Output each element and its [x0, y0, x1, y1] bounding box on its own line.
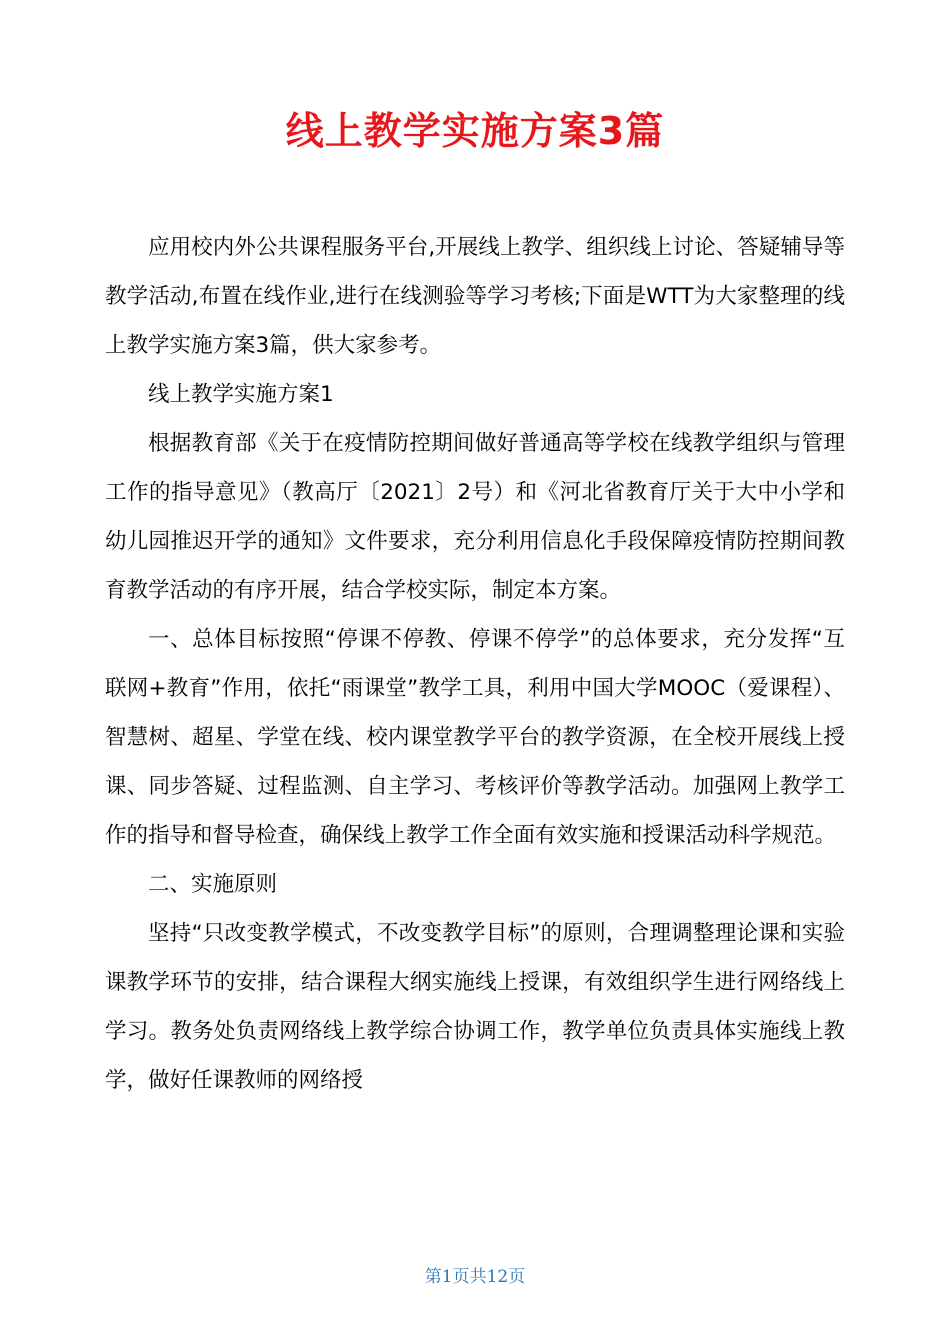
basis-paragraph: 根据教育部《关于在疫情防控期间做好普通高等学校在线教学组织与管理工作的指导意见》（教高厅〔2021〕2号）和《河北省教育厅关于大中小学和幼儿园推迟开学的通知》文件要求，充分利用信息化手段保障疫情防控期间教育教学活动的有序开展，结合学校实际，制定本方案。: [105, 431, 845, 603]
section-heading-plan-1: 线上教学实施方案1: [148, 382, 334, 407]
page-number-footer: 第1页共12页: [424, 1267, 526, 1287]
principles-paragraph: 坚持“只改变教学模式，不改变教学目标”的原则，合理调整理论课和实验课教学环节的安排，结合课程大纲实施线上授课，有效组织学生进行网络线上学习。教务处负责网络线上教学综合协调工作，教学单位负责具体实施线上教学，做好任课教师的网络授: [105, 921, 845, 1093]
section-heading-principles: 二、实施原则: [148, 872, 278, 897]
document-title: 线上教学实施方案3篇: [285, 109, 665, 153]
document-body: [105, 223, 845, 1105]
intro-paragraph: 应用校内外公共课程服务平台,开展线上教学、组织线上讨论、答疑辅导等教学活动,布置在线作业,进行在线测验等学习考核;下面是WTT为大家整理的线上教学实施方案3篇，供大家参考。: [105, 235, 845, 358]
overall-goal-paragraph: 一、总体目标按照“停课不停教、停课不停学”的总体要求，充分发挥“互联网+教育”作用，依托“雨课堂”教学工具，利用中国大学MOOC（爱课程）、智慧树、超星、学堂在线、校内课堂教学平台的教学资源，在全校开展线上授课、同步答疑、过程监测、自主学习、考核评价等教学活动。加强网上教学工作的指导和督导检查，确保线上教学工作全面有效实施和授课活动科学规范。: [105, 627, 845, 848]
